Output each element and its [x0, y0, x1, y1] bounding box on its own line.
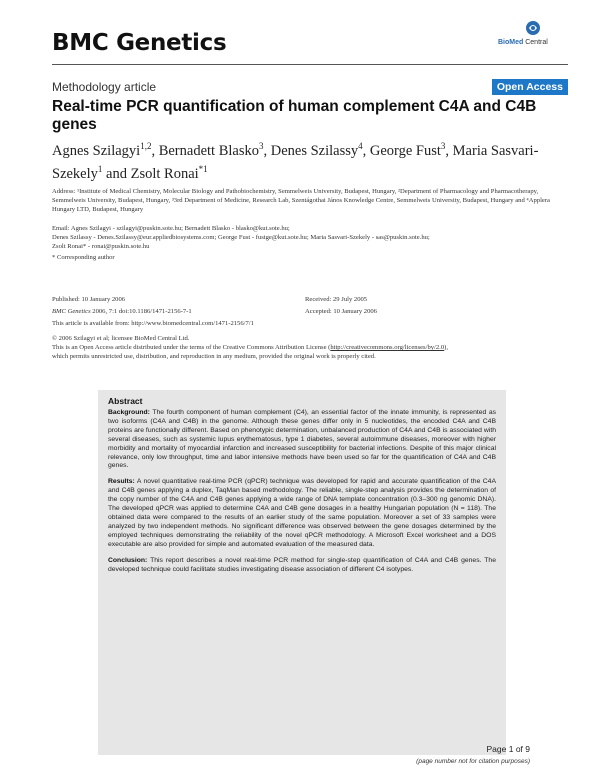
copyright-block — [52, 334, 562, 361]
section-text: This report describes a novel real-time PCR method for single-step quantification of C4A and C4B genes. The developed technique could facilitate studies investigating disease association of different C4 isotypes. — [108, 556, 496, 573]
license-text-end: ), — [444, 344, 448, 351]
email-line: Denes Szilassy - Denes.Szilassy@eur.appliedbiosystems.com; George Fust - fustge@kut.sote.hu; Maria Sasvari-Szekely - sas@puskin.sote.hu; — [52, 234, 430, 241]
author-name: Bernadett Blasko — [158, 142, 259, 159]
corresponding-author-note: * Corresponding author — [52, 254, 115, 261]
author-separator: , — [263, 142, 271, 159]
section-text: The fourth component of human complement (C4), an essential factor of the innate immunity, is represented as two isoforms (C4A and C4B) in the genome. Although these genes differ only in 5 nucleotides, the encoded C4A and C4B proteins are functionally different. Based on phenotypic determination, unbalanced production of C4A and C4B is associated with several diseases, such as systemic lupus erythematosus, type 1 diabetes, several autoimmune diseases, moreover with higher morbidity and mortality of myocardial infarction and increased susceptibility for bacterial infections. Despite of this major clinical relevance, only low throughput, time and labor intensive methods have been used so far for the quantification of C4A and C4B genes. — [108, 409, 496, 470]
author-affiliation-marker: 4 — [358, 141, 363, 151]
license-text: This is an Open Access article distributed under the terms of the Creative Commons Attribution License ( — [52, 344, 331, 351]
email-line: Zsolt Ronai* - ronai@puskin.sote.hu — [52, 243, 150, 250]
history-info — [305, 295, 505, 319]
biomed-central-logo-icon — [525, 20, 541, 36]
author-name: George Fust — [369, 142, 441, 159]
author-separator: , — [362, 142, 370, 159]
logo-bio: BioMed — [498, 39, 524, 46]
license-line-2: which permits unrestricted use, distribution, and reproduction in any medium, provided the original work is properly cited. — [52, 353, 376, 360]
copyright-line: © 2006 Szilagyi et al; licensee BioMed Central Ltd. — [52, 335, 190, 342]
author-affiliation-marker: 3 — [440, 141, 446, 151]
author-emails — [52, 224, 562, 251]
section-label: Conclusion: — [108, 556, 148, 564]
section-label: Background: — [108, 409, 150, 416]
author-affiliations: Address: ¹Institute of Medical Chemistry, Molecular Biology and Pathobiochemistry, Semmelweis University, Budapest, Hungary, ²Department of Pharmacology and Pharmacotherapy, Semmelweis University, Budapest, Hungary, ³3rd Department of Medicine, Research Lab, Szentágothai János Knowledge Centre, Semmelweis University, Budapest, Hungary and ⁴Applera Hungary LTD, Budapest, Hungary — [52, 188, 550, 213]
author-name: Agnes Szilagyi — [52, 142, 141, 159]
page-number-note: (page number not for citation purposes) — [416, 758, 530, 765]
article-url[interactable]: This article is available from: http://www.biomedcentral.com/1471-2156/7/1 — [52, 320, 254, 327]
journal-name: BMC Genetics — [52, 30, 227, 56]
logo-central: Central — [523, 39, 548, 46]
section-label: Results: — [108, 478, 135, 486]
page-number: Page 1 of 9 — [486, 744, 530, 754]
author-separator: , — [445, 142, 453, 159]
author-affiliation-marker: 3 — [258, 141, 264, 151]
abstract-results — [108, 478, 496, 549]
published-date: Published: 10 January 2006 — [52, 296, 126, 303]
logo-wordmark — [498, 39, 548, 46]
author-affiliation-marker: 1 — [97, 163, 103, 174]
article-title: Real-time PCR quantification of human complement C4A and C4B genes — [52, 98, 537, 133]
author-name: Zsolt Ronai — [130, 165, 199, 182]
abstract-conclusion — [108, 557, 496, 575]
license-link[interactable]: http://creativecommons.org/licenses/by/2.0 — [330, 344, 445, 351]
citation-details: 2006, 7:1 doi:10.1186/1471-2156-7-1 — [90, 308, 192, 315]
section-text: A novel quantitative real-time PCR (qPCR) technique was developed for rapid and accurate quantification of the C4A and C4B genes applying a duplex, TaqMan based methodology. The reliable, single-step analysis provides the determination of the copy number of the C4A and C4B genes applying a wide range of DNA template concentration (0.3–300 ng genomic DNA). The developed qPCR was applied to determine C4A and C4B gene dosages in a healthy Hungarian population (N = 118). The obtained data were compared to the results of an earlier study of the same population. Moreover a set of 33 samples were analyzed by two independent methods. No significant difference was observed between the gene dosages determined by the employed techniques demonstrating the reliability of the novel qPCR methodology. A Microsoft Excel worksheet and a DOS executable are also provided for simple and automated evaluation of the measured data. — [108, 478, 496, 548]
accepted-date: Accepted: 10 January 2006 — [305, 308, 377, 315]
author-affiliation-marker: 1,2 — [140, 141, 152, 151]
author-affiliation-marker: *1 — [198, 163, 208, 174]
license-line — [52, 343, 562, 352]
open-access-badge: Open Access — [492, 79, 568, 95]
received-date: Received: 29 July 2005 — [305, 296, 368, 303]
author-separator: , — [151, 142, 159, 159]
author-separator: and — [102, 165, 131, 182]
author-name: Maria Sasvari-Szekely — [52, 142, 539, 182]
email-line: Email: Agnes Szilagyi - szilagyi@puskin.sote.hu; Bernadett Blasko - blasko@kut.sote.hu; — [52, 225, 290, 232]
abstract-background — [108, 409, 496, 471]
citation-journal: BMC Genetics — [52, 308, 91, 315]
publisher-logo[interactable] — [498, 20, 560, 54]
abstract-heading: Abstract — [108, 396, 143, 406]
author-list — [52, 137, 552, 183]
article-type: Methodology article — [52, 80, 157, 94]
abstract-box — [98, 390, 506, 755]
author-name: Denes Szilassy — [270, 142, 359, 159]
header-divider — [52, 64, 568, 65]
